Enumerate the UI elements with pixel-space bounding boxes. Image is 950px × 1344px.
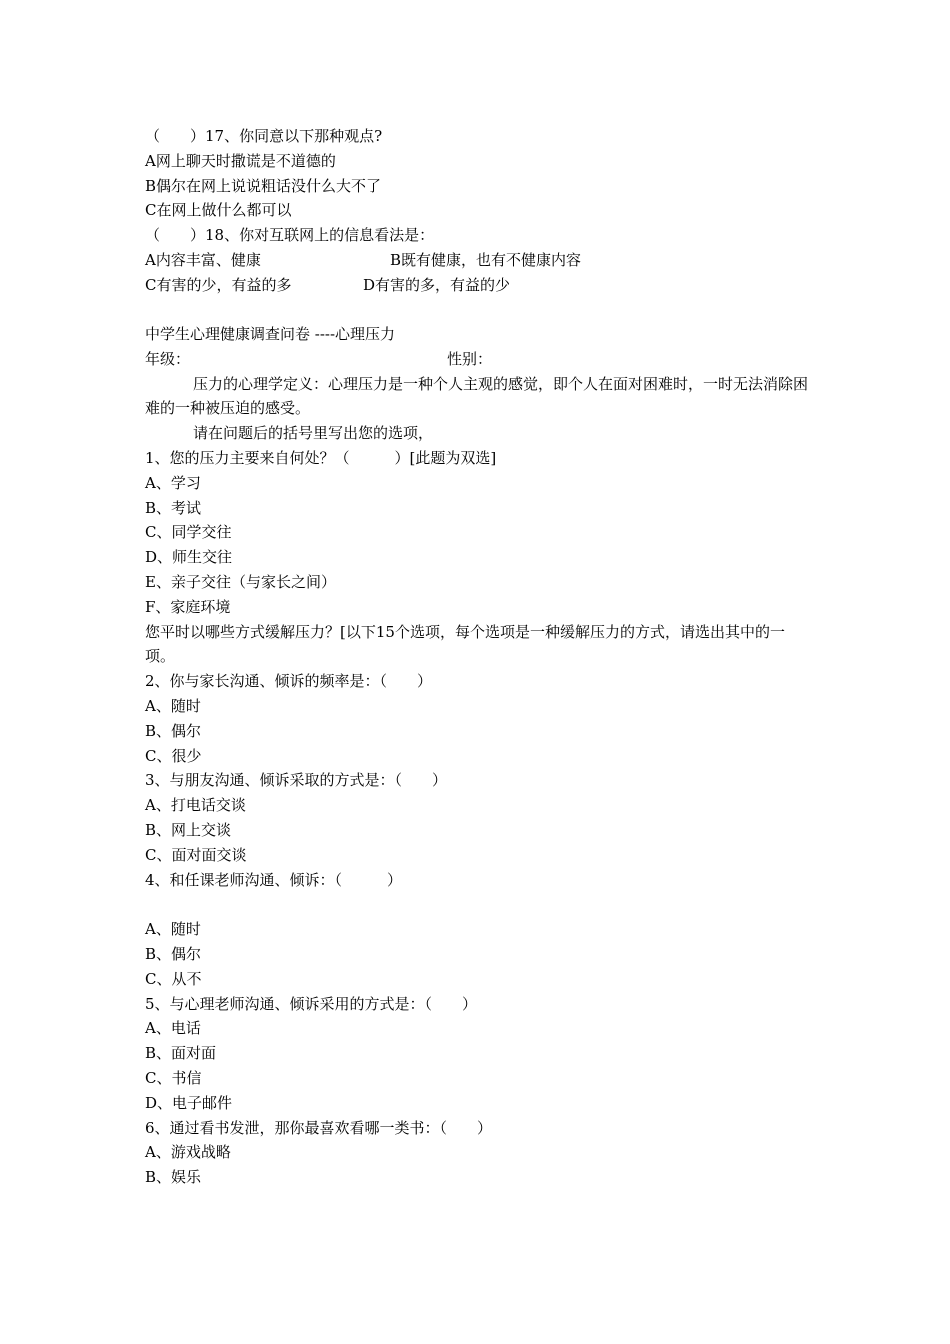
q18-option-d: D有害的多，有益的少 bbox=[363, 275, 511, 294]
pressure-definition: 压力的心理学定义：心理压力是一种个人主观的感觉，即个人在面对困难时，一时无法消除困难的一种被压迫的感受。 bbox=[145, 374, 809, 418]
q18-option-a: A内容丰富、健康 bbox=[145, 250, 261, 269]
q17-option-a: A网上聊天时撒谎是不道德的 bbox=[145, 151, 336, 170]
q1-option-c: C、同学交往 bbox=[145, 523, 232, 542]
q6-question: 6、通过看书发泄，那你最喜欢看哪一类书：（ ） bbox=[145, 1118, 493, 1137]
q3-option-c: C、面对面交谈 bbox=[145, 845, 247, 864]
blank-line bbox=[145, 892, 810, 917]
q5-option-a: A、电话 bbox=[145, 1019, 201, 1038]
q6-option-a: A、游戏战略 bbox=[145, 1143, 231, 1162]
q2-option-c: C、很少 bbox=[145, 746, 202, 765]
q17-option-c: C在网上做什么都可以 bbox=[145, 201, 292, 220]
q4-option-c: C、从不 bbox=[145, 969, 202, 988]
gender-label: 性别： bbox=[447, 349, 493, 368]
q4-option-a: A、随时 bbox=[145, 920, 201, 939]
q1-option-b: B、考试 bbox=[145, 498, 202, 517]
instruction: 请在问题后的括号里写出您的选项， bbox=[193, 424, 434, 443]
q5-option-b: B、面对面 bbox=[145, 1044, 217, 1063]
q3-question: 3、与朋友沟通、倾诉采取的方式是：（ ） bbox=[145, 771, 448, 790]
q1-option-a: A、学习 bbox=[145, 473, 201, 492]
q2-option-b: B、偶尔 bbox=[145, 721, 202, 740]
q4-option-b: B、偶尔 bbox=[145, 944, 202, 963]
q18-options-row-1 bbox=[145, 248, 810, 273]
q18-option-b: B既有健康，也有不健康内容 bbox=[390, 250, 582, 269]
q18-options-row-2 bbox=[145, 273, 810, 298]
q1-option-e: E、亲子交往（与家长之间） bbox=[145, 572, 336, 591]
q3-option-a: A、打电话交谈 bbox=[145, 796, 246, 815]
top-section bbox=[145, 124, 810, 298]
q5-option-c: C、书信 bbox=[145, 1068, 202, 1087]
q17-option-b: B偶尔在网上说说粗话没什么大不了 bbox=[145, 176, 382, 195]
grade-label: 年级： bbox=[145, 349, 191, 368]
q2-option-a: A、随时 bbox=[145, 696, 201, 715]
q5-option-d: D、电子邮件 bbox=[145, 1093, 233, 1112]
q18-option-c: C有害的少，有益的多 bbox=[145, 275, 292, 294]
q3-option-b: B、网上交谈 bbox=[145, 820, 232, 839]
q1-option-d: D、师生交往 bbox=[145, 548, 233, 567]
q5-question: 5、与心理老师沟通、倾诉采用的方式是：（ ） bbox=[145, 994, 478, 1013]
q4-question: 4、和任课老师沟通、倾诉：（ ） bbox=[145, 870, 403, 889]
q17-question: （ ）17、你同意以下那种观点? bbox=[145, 127, 383, 145]
grade-gender-row bbox=[145, 347, 810, 372]
q1-option-f: F、家庭环境 bbox=[145, 597, 231, 616]
q2-question: 2、你与家长沟通、倾诉的频率是：（ ） bbox=[145, 672, 433, 691]
survey-section bbox=[145, 322, 810, 1190]
relief-intro: 您平时以哪些方式缓解压力？[以下15个选项，每个选项是一种缓解压力的方式，请选出其中的一项。 bbox=[145, 622, 785, 666]
q1-question: 1、您的压力主要来自何处？（ ）[此题为双选] bbox=[145, 448, 497, 467]
q18-question: （ ）18、你对互联网上的信息看法是： bbox=[145, 226, 435, 245]
q6-option-b: B、娱乐 bbox=[145, 1168, 202, 1187]
survey-title: 中学生心理健康调查问卷 ----心理压力 bbox=[145, 325, 396, 343]
